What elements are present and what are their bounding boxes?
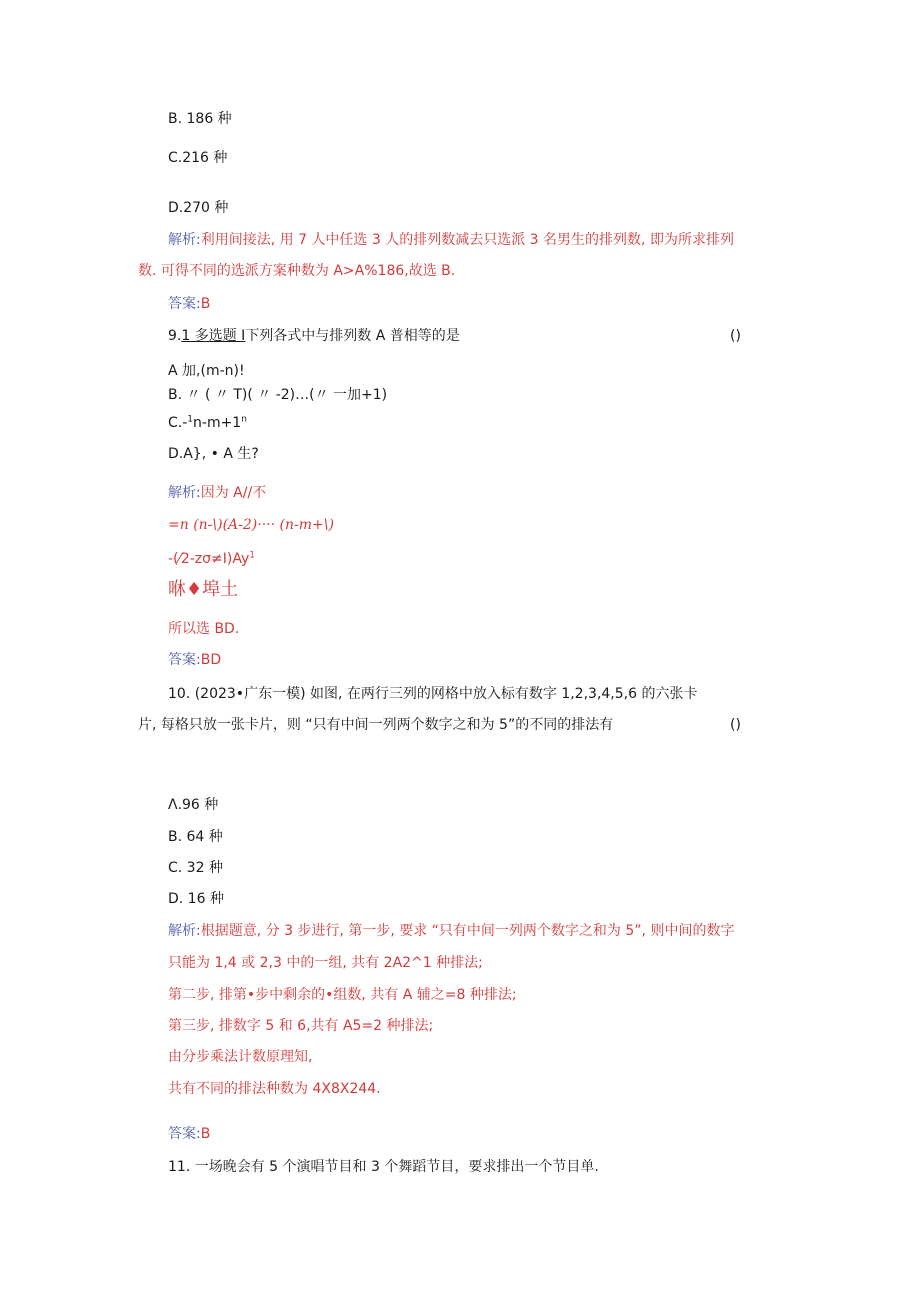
analysis-line: 数. 可得不同的选派方案种数为 A>A%186,故选 B. bbox=[138, 263, 456, 279]
analysis-line bbox=[168, 921, 734, 941]
analysis-text: 根据题意, 分 3 步进行, 第一步, 要求 “只有中间一列两个数字之和为 5”, 则中间的数字 bbox=[200, 923, 735, 939]
option-d: D.270 种 bbox=[168, 200, 229, 216]
option-b: B. 64 种 bbox=[168, 829, 223, 845]
option-b: B. 186 种 bbox=[168, 111, 232, 127]
analysis-label: 解析: bbox=[168, 923, 201, 939]
option-c-text: C.- bbox=[168, 415, 188, 431]
answer-value: B bbox=[200, 296, 211, 312]
analysis-line: 由分步乘法计数原理知, bbox=[168, 1049, 313, 1065]
analysis-formula: 咻♦埠土 bbox=[168, 579, 239, 600]
option-c: C. 32 种 bbox=[168, 860, 223, 876]
question-number: 9. bbox=[168, 328, 182, 344]
question-text: 下列各式中与排列数 A 普相等的是 bbox=[245, 328, 460, 344]
analysis-text: 因为 A//不 bbox=[200, 485, 267, 501]
answer-label: 答案: bbox=[168, 296, 201, 312]
analysis-line: 第二步, 排第•步中剩余的•组数, 共有 A 辅之=8 种排法; bbox=[168, 987, 517, 1003]
answer-line bbox=[168, 1124, 210, 1144]
answer-label: 答案: bbox=[168, 652, 201, 668]
analysis-formula: =n (n-\)(A-2)···· (n-m+\) bbox=[168, 517, 334, 533]
analysis-label: 解析: bbox=[168, 232, 201, 248]
question-stem: 10. (2023•广东一模) 如图, 在两行三列的网格中放入标有数字 1,2,3,4,5,6 的六张卡 bbox=[168, 686, 698, 702]
analysis-conclusion: 所以选 BD. bbox=[168, 621, 240, 637]
analysis-line: 共有不同的排法种数为 4X8X244. bbox=[168, 1081, 381, 1097]
answer-value: B bbox=[200, 1126, 211, 1142]
question-stem bbox=[168, 326, 460, 346]
question-tag: 1 多选题 I bbox=[181, 328, 246, 344]
analysis-line bbox=[168, 483, 266, 503]
answer-value: BD bbox=[200, 652, 222, 668]
answer-line bbox=[168, 294, 210, 314]
analysis-line: 第三步, 排数字 5 和 6,共有 A5=2 种排法; bbox=[168, 1018, 434, 1034]
option-b: B. 〃 ( 〃 T)( 〃 -2)…(〃 一加+1) bbox=[168, 387, 388, 403]
option-c: C.216 种 bbox=[168, 150, 228, 166]
answer-parentheses: () bbox=[730, 717, 741, 733]
option-d: D.A}, • A 生? bbox=[168, 446, 259, 462]
question-stem: 片, 每格只放一张卡片，则 “只有中间一列两个数字之和为 5”的不同的排法有 bbox=[138, 717, 614, 733]
option-c-text: n-m+1 bbox=[193, 415, 242, 431]
analysis-formula bbox=[168, 549, 255, 569]
answer-line bbox=[168, 650, 221, 670]
analysis-line: 只能为 1,4 或 2,3 中的一组, 共有 2A2^1 种排法; bbox=[168, 955, 483, 971]
analysis-text: 利用间接法, 用 7 人中任选 3 人的排列数减去只选派 3 名男生的排列数, 即为所求排列 bbox=[200, 232, 734, 248]
option-a: A 加,(m-n)! bbox=[168, 363, 245, 379]
option-c bbox=[168, 413, 247, 433]
analysis-formula-text: -(⁄2-zσ≠I)Ay bbox=[168, 551, 250, 567]
option-a: Λ.96 种 bbox=[168, 797, 219, 813]
superscript: 1 bbox=[249, 550, 255, 561]
superscript: 1 bbox=[187, 414, 194, 425]
answer-label: 答案: bbox=[168, 1126, 201, 1142]
superscript: n bbox=[241, 414, 247, 425]
analysis-line bbox=[168, 230, 734, 250]
question-stem: 11. 一场晚会有 5 个演唱节目和 3 个舞蹈节目，要求排出一个节目单. bbox=[168, 1159, 599, 1175]
answer-parentheses: () bbox=[730, 328, 741, 344]
option-d: D. 16 种 bbox=[168, 891, 224, 907]
analysis-label: 解析: bbox=[168, 485, 201, 501]
